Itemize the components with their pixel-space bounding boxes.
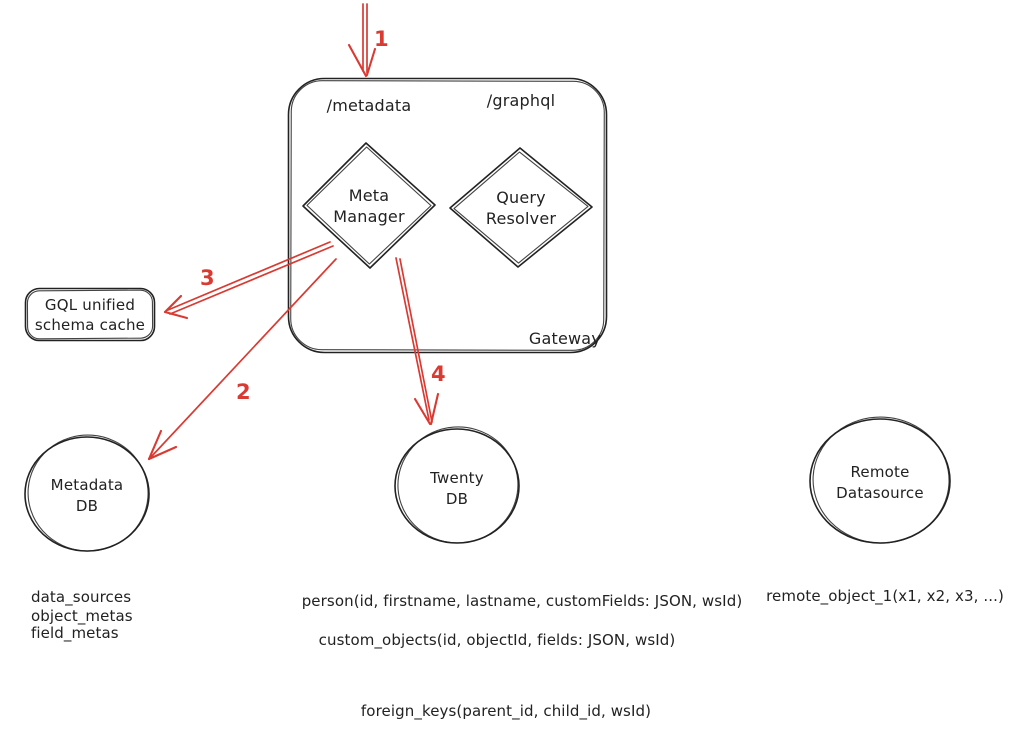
arrow-step4-head-right: [431, 394, 438, 424]
arrow-step4-line-a: [396, 258, 429, 420]
endpoint-graphql-label: /graphql: [486, 91, 556, 110]
schema-cache-node: [26, 289, 155, 341]
query-resolver-diamond-sketch: [454, 151, 589, 263]
twenty-db-table-custom-objects: custom_objects(id, objectId, fields: JSON, wsId): [318, 631, 676, 649]
arrow-step3-line-a: [168, 242, 330, 310]
twenty-db-label-line1: Twenty: [430, 469, 484, 487]
twenty-db-label-line2: DB: [445, 490, 469, 508]
metadata-db-label-line1: Metadata: [50, 476, 124, 494]
query-resolver-diamond: [450, 148, 592, 267]
metadata-db-node: [24, 431, 152, 555]
arrow-step1: [349, 4, 389, 76]
query-resolver-node: [450, 148, 592, 267]
arrow-step4: [396, 258, 446, 424]
arrow-step1-head-right: [367, 49, 375, 75]
arrow-step2-number: 2: [236, 380, 251, 404]
meta-manager-diamond-sketch: [306, 146, 431, 264]
meta-manager-node: [303, 143, 435, 268]
arrow-step3-head-lower: [165, 312, 187, 318]
arrow-step2-line: [151, 259, 336, 457]
remote-datasource-objects: [766, 587, 1004, 606]
metadata-db-tables: [31, 588, 133, 643]
remote-datasource-label-line2: Datasource: [836, 484, 924, 502]
arrow-step3-line-b: [170, 246, 333, 314]
metadata-db-label-line2: DB: [75, 497, 99, 515]
query-resolver-label-line1: Query: [496, 188, 546, 207]
arrow-step2: [149, 259, 336, 459]
metadata-db-table-2: object_metas: [31, 607, 133, 625]
endpoint-metadata-label: /metadata: [326, 96, 412, 115]
schema-cache-label-line1: GQL unified: [44, 296, 136, 314]
gateway-label: Gateway: [528, 329, 601, 348]
schema-cache-label-line2: schema cache: [34, 316, 146, 334]
meta-manager-diamond: [303, 143, 435, 268]
metadata-db-table-3: field_metas: [31, 624, 119, 642]
twenty-db-tables: [302, 592, 743, 721]
arrow-step3-number: 3: [200, 266, 215, 290]
twenty-db-table-person: person(id, firstname, lastname, customFields: JSON, wsId): [301, 592, 743, 610]
meta-manager-label-line2: Manager: [333, 207, 405, 226]
arrow-step4-line-b: [400, 259, 432, 422]
arrow-step1-number: 1: [374, 27, 389, 51]
meta-manager-label-line1: Meta: [348, 186, 390, 205]
twenty-db-node: [394, 423, 522, 547]
remote-datasource-node: [810, 414, 952, 547]
query-resolver-label-line2: Resolver: [485, 209, 557, 228]
arrow-step3: [165, 242, 333, 318]
arrow-step4-number: 4: [431, 362, 446, 386]
remote-datasource-label-line1: Remote: [850, 463, 910, 481]
metadata-db-table-1: data_sources: [31, 588, 132, 606]
twenty-db-table-foreign-keys: foreign_keys(parent_id, child_id, wsId): [360, 702, 652, 720]
remote-object-signature: remote_object_1(x1, x2, x3, ...): [766, 587, 1004, 605]
